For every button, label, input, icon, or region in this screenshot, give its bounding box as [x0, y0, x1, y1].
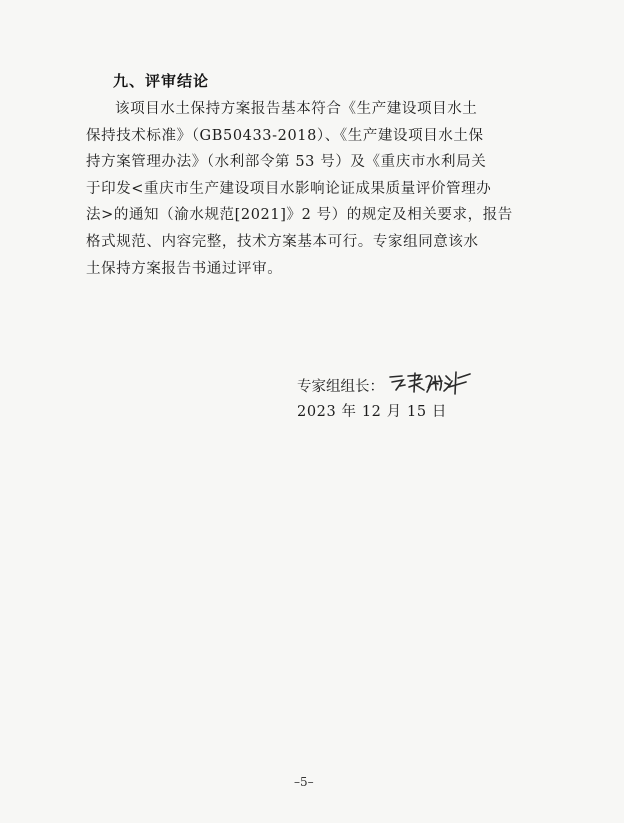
conclusion-paragraph: [86, 96, 534, 282]
signature-date: 2023 年 12 月 15 日: [297, 404, 447, 420]
paragraph-line: 持方案管理办法》（水利部令第 53 号）及《重庆市水利局关: [86, 154, 487, 171]
paragraph-line: 该项目水土保持方案报告基本符合《生产建设项目水土: [115, 101, 478, 117]
signature-block: [297, 373, 478, 397]
page-number: –5–: [294, 775, 314, 789]
paragraph-line: 保持技术标准》（GB50433-2018）、《生产建设项目水土保: [86, 127, 484, 144]
signature-label: 专家组组长：: [297, 378, 384, 395]
paragraph-line: 土保持方案报告书通过评审。: [86, 260, 283, 277]
paragraph-line: 法>的通知（渝水规范[2021]》2 号）的规定及相关要求，报告: [86, 207, 513, 224]
section-heading: 九、评审结论: [113, 72, 210, 90]
paragraph-line: 于印发<重庆市生产建设项目水影响论证成果质量评价管理办: [86, 180, 492, 197]
handwritten-signature: [386, 368, 478, 396]
paragraph-line: 格式规范、内容完整，技术方案基本可行。专家组同意该水: [86, 233, 479, 250]
